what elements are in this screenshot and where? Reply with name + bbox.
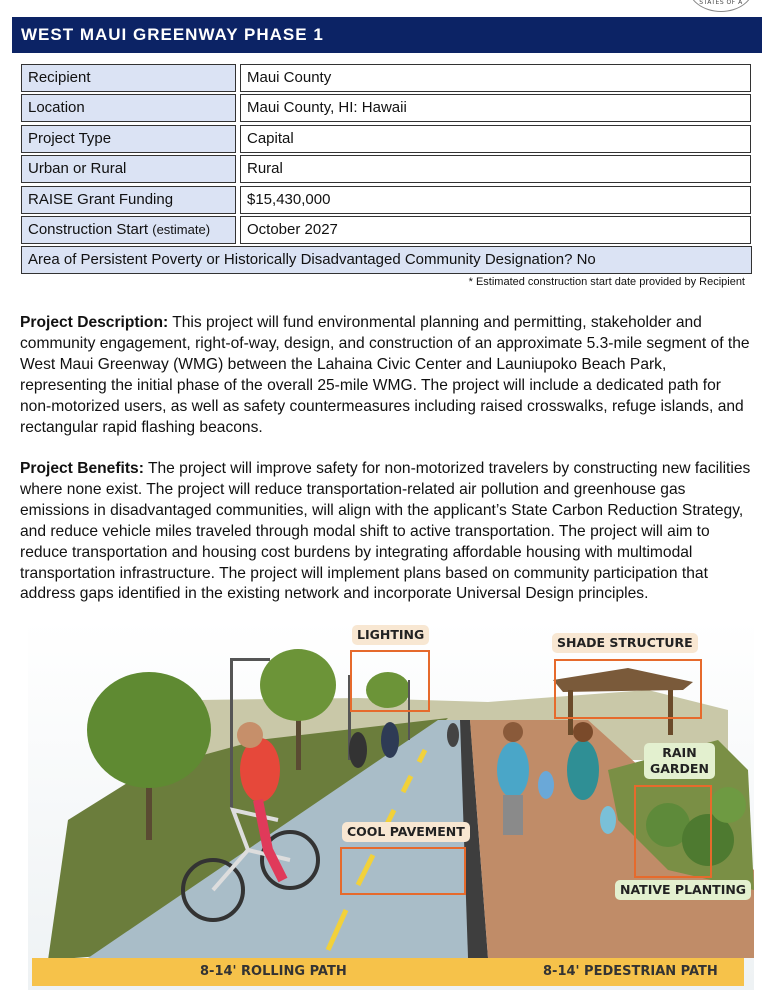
table-row	[21, 215, 752, 245]
cyclist-head	[237, 722, 263, 748]
rain-garden-label-line2: GARDEN	[650, 761, 709, 776]
lighting-callout-box	[350, 650, 430, 712]
native-planting-label: NATIVE PLANTING	[615, 880, 751, 900]
location-label: Location	[21, 94, 236, 122]
pedestrian-legs	[503, 795, 523, 835]
cyclist-body	[240, 738, 280, 802]
project-info-table	[21, 63, 752, 276]
rain-garden-plant	[710, 787, 746, 823]
grant-funding-value: $15,430,000	[240, 186, 751, 214]
urban-rural-value: Rural	[240, 155, 751, 183]
pedestrian-adult	[497, 742, 529, 798]
footnote: * Estimated construction start date provided by Recipient	[468, 276, 745, 288]
shade-structure-callout-box	[554, 659, 702, 719]
pedestrian-child	[538, 771, 554, 799]
tree-canopy	[87, 672, 211, 788]
construction-start-note: (estimate)	[152, 221, 211, 237]
poverty-designation: Area of Persistent Poverty or Historically Disadvantaged Community Designation? No	[21, 246, 752, 274]
location-value: Maui County, HI: Hawaii	[240, 94, 751, 122]
distant-cyclist	[349, 732, 367, 768]
table-row	[21, 63, 752, 93]
pedestrian-child	[600, 806, 616, 834]
table-row	[21, 185, 752, 215]
table-row	[21, 245, 752, 275]
distant-cyclist	[381, 722, 399, 758]
lamp-arm	[230, 658, 270, 661]
pedestrian-adult	[567, 740, 599, 800]
table-row	[21, 154, 752, 184]
pedestrian-head	[573, 722, 593, 742]
project-description	[20, 313, 756, 438]
benefits-heading: Project Benefits:	[20, 460, 144, 477]
description-heading: Project Description:	[20, 314, 169, 331]
rain-garden-label	[644, 743, 715, 779]
benefits-text: The project will improve safety for non-motorized travelers by constructing new facilities where none exist. The project will reduce transportation-related air pollution and greenhouse gas emissions in disadvantaged communities, will align with the applicant’s State Carbon Reduction Strategy, and reduce vehicle miles traveled through modal shift to active transportation. The project will aim to reduce transportation and housing cost burdens by integrating affordable housing with multimodal transportation infrastructure. The project will implement plans based on community participation that address gaps identified in the existing network and incorporate Universal Design principles.	[20, 460, 751, 603]
seal-logo	[688, 0, 754, 12]
recipient-label: Recipient	[21, 64, 236, 92]
project-benefits	[20, 459, 756, 605]
shade-structure-label: SHADE STRUCTURE	[552, 633, 698, 653]
construction-start-label	[21, 216, 236, 244]
grant-funding-label: RAISE Grant Funding	[21, 186, 236, 214]
pedestrian-path-label: 8-14' PEDESTRIAN PATH	[543, 964, 718, 979]
page-title: WEST MAUI GREENWAY PHASE 1	[12, 17, 762, 53]
pedestrian-head	[503, 722, 523, 742]
tree-canopy	[260, 649, 336, 721]
construction-start-value: October 2027	[240, 216, 751, 244]
urban-rural-label: Urban or Rural	[21, 155, 236, 183]
table-row	[21, 93, 752, 123]
project-type-value: Capital	[240, 125, 751, 153]
table-row	[21, 124, 752, 154]
recipient-value: Maui County	[240, 64, 751, 92]
rolling-path-label: 8-14' ROLLING PATH	[200, 964, 347, 979]
seal-text: STATES OF A	[699, 0, 743, 6]
description-text: This project will fund environmental planning and permitting, stakeholder and community engagement, right-of-way, design, and construction of an approximate 5.3-mile segment of the West Maui Greenway (WMG) between the Lahaina Civic Center and Launiupoko Beach Park, representing the initial phase of the overall 25-mile WMG. The project will include a dedicated path for non-motorized users, as well as safety countermeasures including raised crosswalks, refuge islands, and rectangular rapid flashing beacons.	[20, 314, 750, 436]
rain-garden-label-line1: RAIN	[662, 745, 697, 760]
project-type-label: Project Type	[21, 125, 236, 153]
rain-garden-callout-box	[634, 785, 712, 878]
distant-cyclist	[447, 723, 459, 747]
cool-pavement-callout-box	[340, 847, 466, 895]
lamp-post	[230, 660, 233, 810]
lighting-label: LIGHTING	[352, 625, 429, 645]
cool-pavement-label: COOL PAVEMENT	[342, 822, 470, 842]
construction-start-label-text: Construction Start	[28, 220, 149, 238]
